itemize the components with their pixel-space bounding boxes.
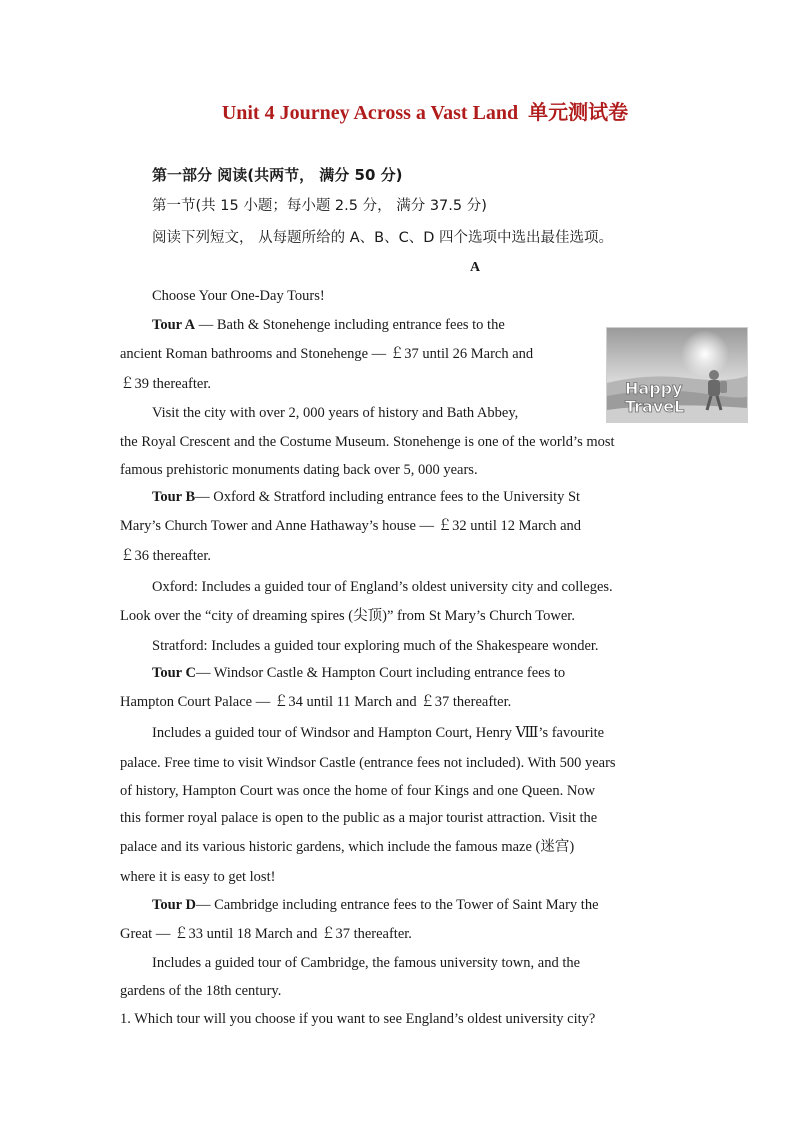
part-heading: 第一部分 阅读(共两节， 满分 50 分) (152, 166, 403, 184)
tour-b-line-2: Mary’s Church Tower and Anne Hathaway’s house — ￡32 until 12 March and (120, 518, 582, 534)
tour-c-desc-2: palace. Free time to visit Windsor Castle (entrance fees not included). With 500 years (120, 755, 616, 771)
passage-label: A (470, 260, 481, 275)
section-heading: 第一节(共 15 小题；每小题 2.5 分， 满分 37.5 分) (152, 198, 487, 214)
tour-b-desc-1: Oxford: Includes a guided tour of England’s oldest university city and colleges. (152, 579, 613, 595)
tour-b-desc-3: Stratford: Includes a guided tour exploring much of the Shakespeare wonder. (152, 638, 599, 654)
tour-c-name: Tour C (152, 665, 196, 681)
tour-b-line-3: ￡36 thereafter. (120, 548, 211, 564)
section-instruction: 阅读下列短文， 从每题所给的 A、B、C、D 四个选项中选出最佳选项。 (152, 230, 613, 246)
title-english: Unit 4 Journey Across a Vast Land (221, 102, 519, 124)
tour-c-line-2: Hampton Court Palace — ￡34 until 11 March and ￡37 thereafter. (120, 694, 512, 710)
image-text-travel: TraveL (625, 397, 685, 416)
tour-b-desc-2: Look over the “city of dreaming spires (尖顶)” from St Mary’s Church Tower. (120, 608, 575, 624)
tour-b-line-1 (152, 488, 580, 506)
tour-c-desc-4: this former royal palace is open to the public as a major tourist attraction. Visit the (120, 810, 598, 826)
tour-b-text: — Oxford & Stratford including entrance fees to the University St (195, 489, 581, 505)
tour-a-line-1 (152, 316, 505, 334)
tour-d-name: Tour D (152, 897, 196, 913)
tour-a-name: Tour A (152, 317, 196, 333)
tour-d-desc-1: Includes a guided tour of Cambridge, the famous university town, and the (152, 955, 581, 971)
tour-a-desc-2: the Royal Crescent and the Costume Museum. Stonehenge is one of the world’s most (120, 434, 615, 450)
tour-c-desc-3: of history, Hampton Court was once the home of four Kings and one Queen. Now (120, 783, 596, 799)
tour-d-line-2: Great — ￡33 until 18 March and ￡37 thereafter. (120, 926, 412, 942)
page-title (0, 96, 794, 125)
tour-c-desc-6: where it is easy to get lost! (120, 869, 276, 885)
tour-a-text: — Bath & Stonehenge including entrance fees to the (195, 317, 505, 333)
image-text-happy: Happy (625, 379, 683, 398)
tour-a-line-2: ancient Roman bathrooms and Stonehenge — ￡37 until 26 March and (120, 346, 534, 362)
tour-a-desc-1: Visit the city with over 2, 000 years of history and Bath Abbey, (152, 405, 519, 421)
tour-c-desc-5: palace and its various historic gardens, which include the famous maze (迷宫) (120, 839, 575, 855)
tour-a-desc-3: famous prehistoric monuments dating back over 5, 000 years. (120, 462, 478, 478)
tour-a-line-3: ￡39 thereafter. (120, 376, 211, 392)
tour-d-text: — Cambridge including entrance fees to the Tower of Saint Mary the (195, 897, 599, 913)
tour-b-name: Tour B (152, 489, 196, 505)
title-chinese: 单元测试卷 (528, 100, 629, 124)
tour-d-desc-2: gardens of the 18th century. (120, 983, 282, 999)
tour-c-desc-1: Includes a guided tour of Windsor and Hampton Court, Henry Ⅷ’s favourite (152, 725, 605, 741)
question-1: 1. Which tour will you choose if you want to see England’s oldest university city? (120, 1011, 596, 1027)
happy-travel-image (606, 327, 748, 423)
passage-intro: Choose Your One-Day Tours! (152, 288, 325, 304)
tour-c-line-1 (152, 664, 565, 682)
tour-d-line-1 (152, 896, 599, 914)
tour-c-text: — Windsor Castle & Hampton Court including entrance fees to (195, 665, 566, 681)
